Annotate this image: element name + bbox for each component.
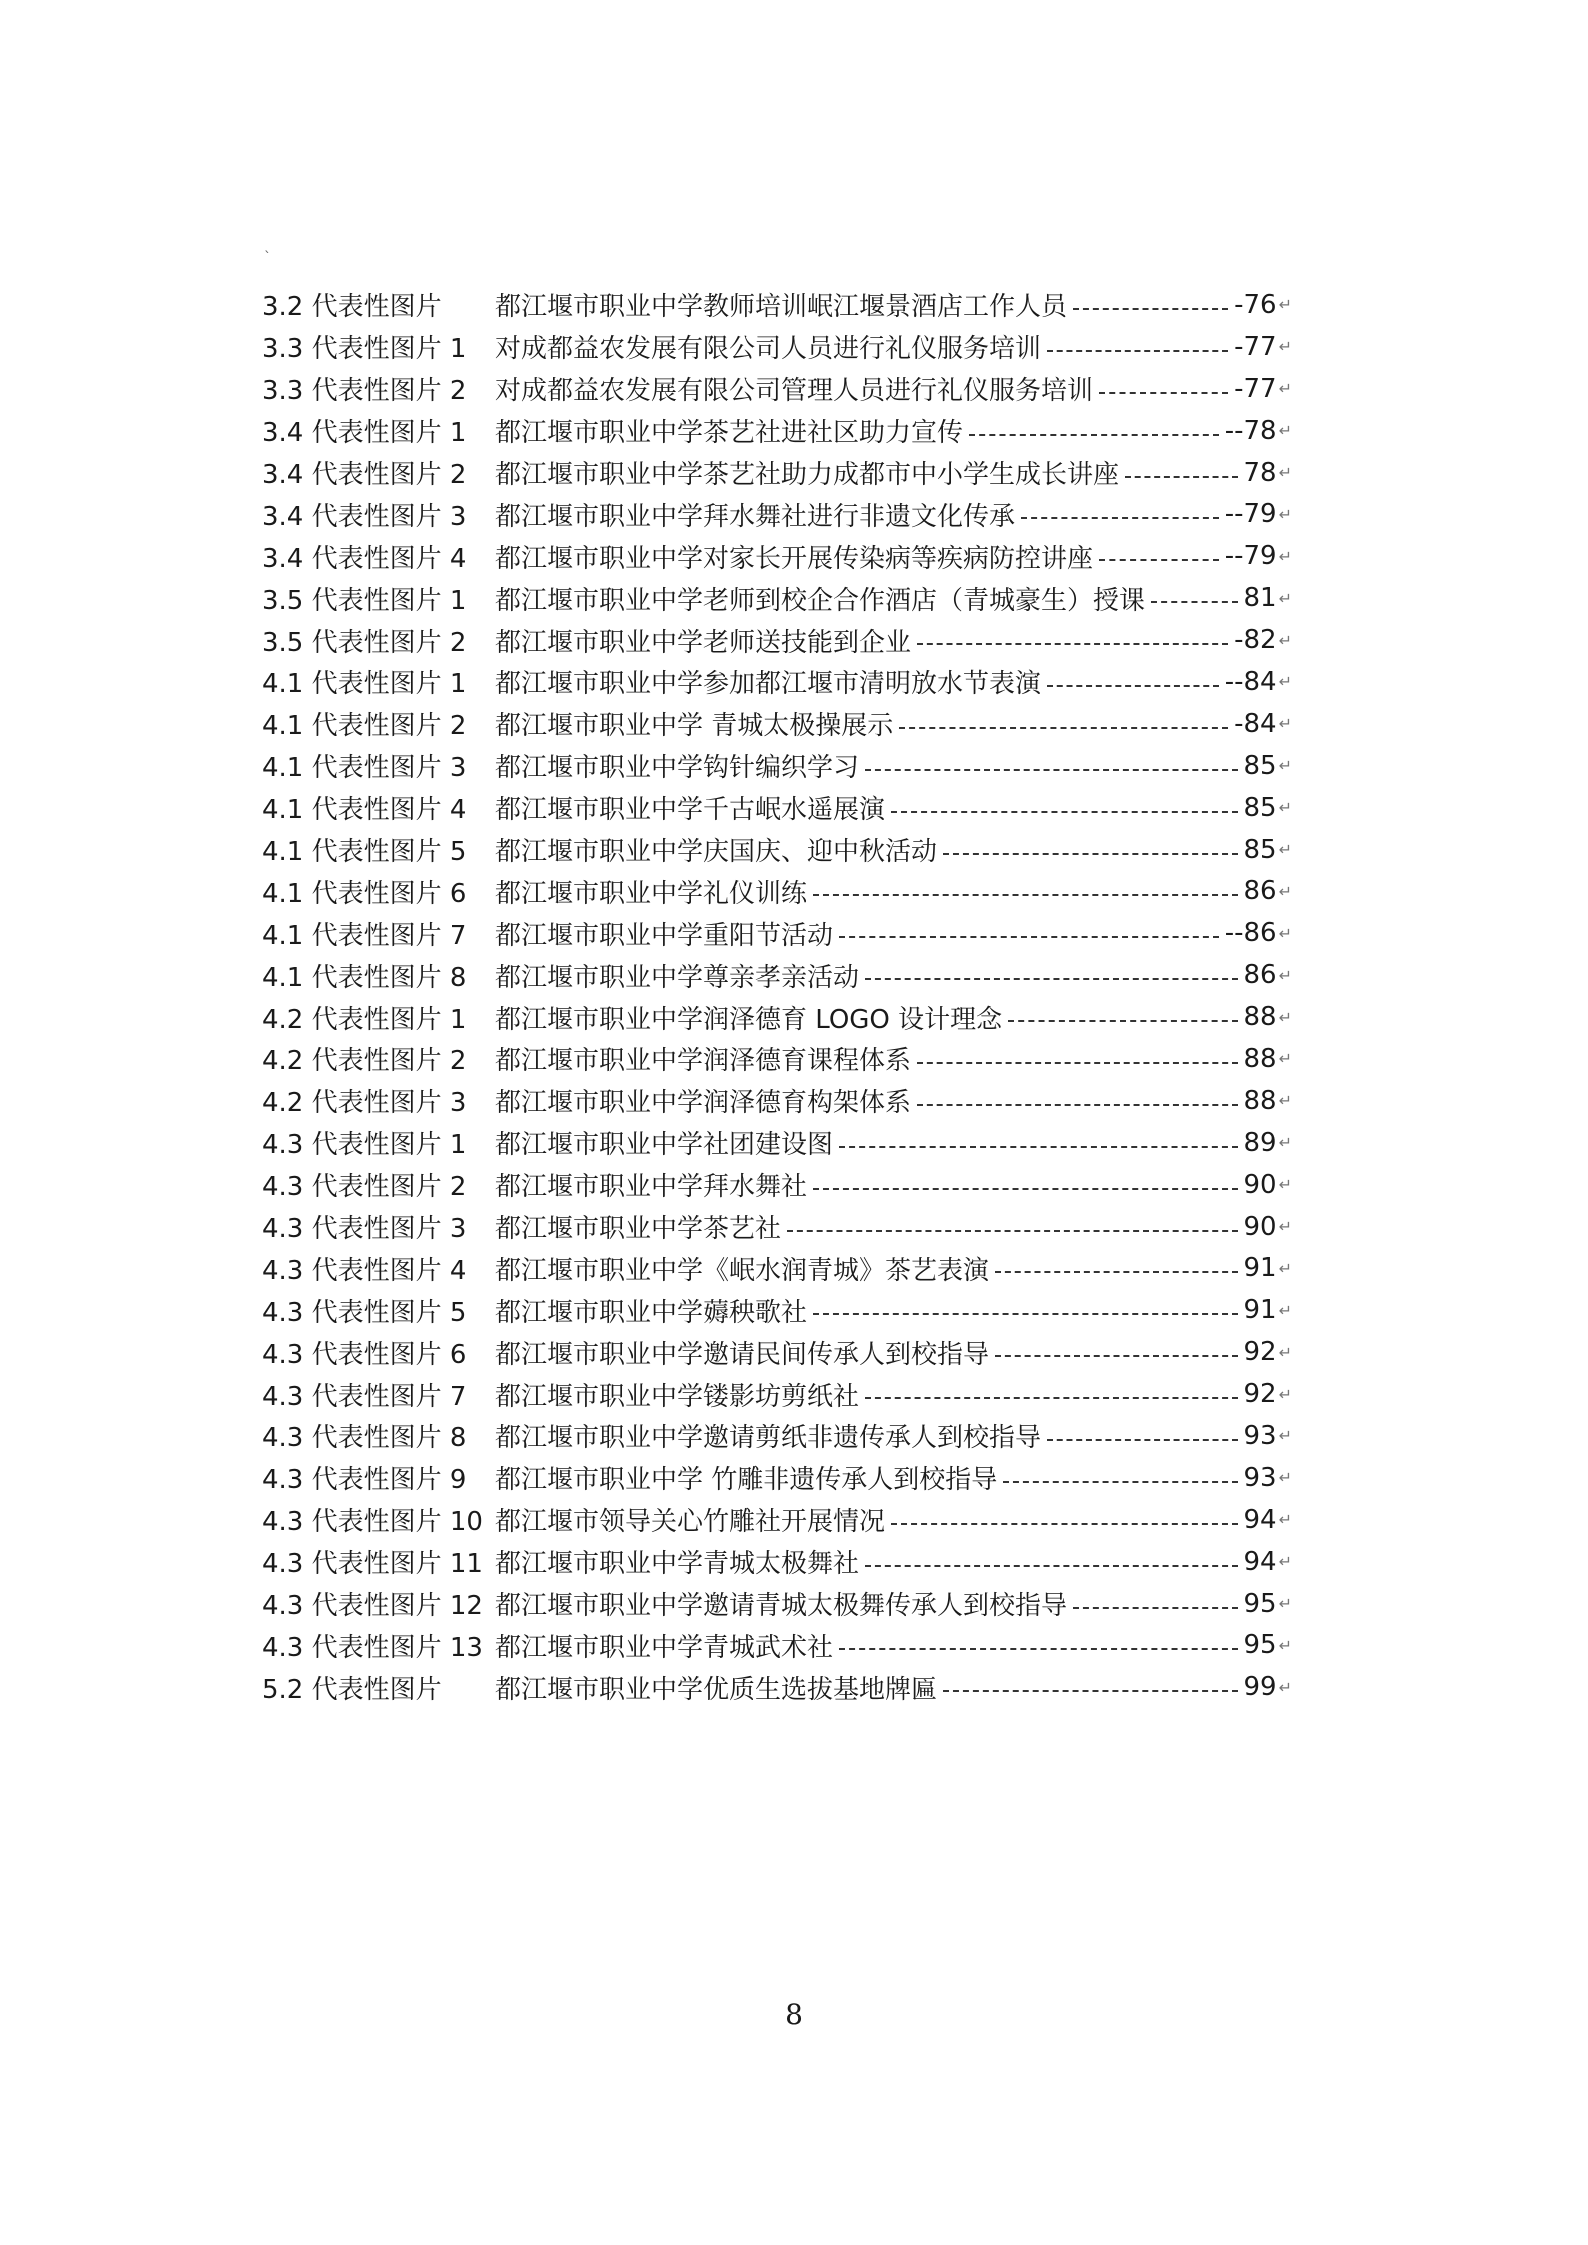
entry-title: 都江堰市职业中学青城太极舞社 bbox=[495, 1549, 860, 1580]
dot-leader bbox=[891, 811, 1237, 813]
entry-page: 93 bbox=[1243, 1462, 1277, 1493]
toc-entry bbox=[262, 1122, 1292, 1164]
dot-leader bbox=[865, 769, 1237, 771]
paragraph-mark: ↵ bbox=[1278, 1091, 1292, 1111]
entry-title: 都江堰市职业中学润泽德育 LOGO 设计理念 bbox=[495, 1004, 1003, 1035]
paragraph-mark: ↵ bbox=[1278, 546, 1292, 566]
paragraph-mark: ↵ bbox=[1278, 1300, 1292, 1320]
toc-entry bbox=[262, 326, 1292, 368]
entry-label: 3.4 代表性图片 1 bbox=[262, 418, 467, 449]
entry-label: 4.3 代表性图片 3 bbox=[262, 1214, 467, 1245]
entry-label: 4.3 代表性图片 5 bbox=[262, 1297, 467, 1328]
toc-entry bbox=[262, 1541, 1292, 1583]
entry-label: 3.3 代表性图片 2 bbox=[262, 376, 467, 407]
dot-leader bbox=[1099, 559, 1219, 561]
entry-title: 都江堰市职业中学薅秧歌社 bbox=[495, 1297, 808, 1328]
paragraph-mark: ↵ bbox=[1278, 504, 1292, 524]
entry-label: 4.3 代表性图片 6 bbox=[262, 1339, 467, 1370]
entry-page: --79 bbox=[1224, 541, 1277, 572]
entry-page: 85 bbox=[1243, 792, 1277, 823]
entry-page: 94 bbox=[1243, 1546, 1277, 1577]
toc-entry bbox=[262, 1164, 1292, 1206]
dot-leader bbox=[787, 1230, 1237, 1232]
dot-leader bbox=[995, 1271, 1237, 1273]
entry-title: 都江堰市职业中学钩针编织学习 bbox=[495, 753, 860, 784]
entry-label: 4.1 代表性图片 4 bbox=[262, 795, 467, 826]
paragraph-mark: ↵ bbox=[1278, 881, 1292, 901]
dot-leader bbox=[917, 643, 1228, 645]
paragraph-mark: ↵ bbox=[1278, 1552, 1292, 1572]
paragraph-mark: ↵ bbox=[1278, 1677, 1292, 1697]
paragraph-mark: ↵ bbox=[1278, 1635, 1292, 1655]
entry-label: 4.3 代表性图片 13 bbox=[262, 1632, 483, 1663]
entry-title: 都江堰市职业中学 青城太极操展示 bbox=[495, 711, 894, 742]
entry-title: 都江堰市领导关心竹雕社开展情况 bbox=[495, 1507, 886, 1538]
entry-label: 5.2 代表性图片 bbox=[262, 1674, 442, 1705]
entry-page: 95 bbox=[1243, 1630, 1277, 1661]
paragraph-mark: ↵ bbox=[1278, 1007, 1292, 1027]
entry-label: 4.1 代表性图片 7 bbox=[262, 920, 467, 951]
toc-entry bbox=[262, 1583, 1292, 1625]
dot-leader bbox=[839, 1648, 1237, 1650]
entry-title: 都江堰市职业中学参加都江堰市清明放水节表演 bbox=[495, 669, 1042, 700]
entry-page: -84 bbox=[1234, 708, 1277, 739]
page-number: 8 bbox=[785, 1998, 803, 2031]
entry-title: 对成都益农发展有限公司人员进行礼仪服务培训 bbox=[495, 334, 1042, 365]
dot-leader bbox=[1047, 1439, 1237, 1441]
entry-title: 都江堰市职业中学拜水舞社进行非遗文化传承 bbox=[495, 501, 1016, 532]
toc-entry bbox=[262, 1373, 1292, 1415]
toc-entry bbox=[262, 535, 1292, 577]
entry-label: 3.4 代表性图片 4 bbox=[262, 543, 467, 574]
entry-title: 都江堰市职业中学千古岷水遥展演 bbox=[495, 795, 886, 826]
toc-entry bbox=[262, 1457, 1292, 1499]
entry-label: 4.2 代表性图片 1 bbox=[262, 1004, 467, 1035]
entry-title: 都江堰市职业中学润泽德育课程体系 bbox=[495, 1046, 912, 1077]
entry-title: 都江堰市职业中学礼仪训练 bbox=[495, 878, 808, 909]
entry-page: -77 bbox=[1234, 373, 1277, 404]
paragraph-mark: ↵ bbox=[1278, 1510, 1292, 1530]
dot-leader bbox=[1008, 1020, 1237, 1022]
entry-page: 92 bbox=[1243, 1337, 1277, 1368]
entry-page: 91 bbox=[1243, 1295, 1277, 1326]
dot-leader bbox=[943, 1690, 1237, 1692]
entry-title: 都江堰市职业中学茶艺社 bbox=[495, 1214, 782, 1245]
toc-entry bbox=[262, 1247, 1292, 1289]
dot-leader bbox=[969, 434, 1219, 436]
figure-index-list bbox=[262, 284, 1292, 1708]
toc-entry bbox=[262, 1625, 1292, 1667]
paragraph-mark: ↵ bbox=[1278, 965, 1292, 985]
dot-leader bbox=[917, 1104, 1237, 1106]
entry-label: 4.3 代表性图片 4 bbox=[262, 1255, 467, 1286]
dot-leader bbox=[839, 936, 1219, 938]
entry-page: -77 bbox=[1234, 331, 1277, 362]
paragraph-mark: ↵ bbox=[1278, 1468, 1292, 1488]
entry-label: 4.1 代表性图片 8 bbox=[262, 962, 467, 993]
dot-leader bbox=[1003, 1481, 1237, 1483]
paragraph-mark: ↵ bbox=[1278, 337, 1292, 357]
entry-label: 4.1 代表性图片 5 bbox=[262, 837, 467, 868]
entry-label: 4.1 代表性图片 2 bbox=[262, 711, 467, 742]
entry-label: 4.3 代表性图片 11 bbox=[262, 1549, 483, 1580]
entry-title: 都江堰市职业中学社团建设图 bbox=[495, 1130, 834, 1161]
entry-label: 3.4 代表性图片 2 bbox=[262, 460, 467, 490]
dot-leader bbox=[917, 1062, 1237, 1064]
paragraph-mark: ↵ bbox=[1278, 1426, 1292, 1446]
toc-entry bbox=[262, 452, 1292, 494]
dot-leader bbox=[813, 894, 1237, 896]
paragraph-mark: ↵ bbox=[1278, 714, 1292, 734]
dot-leader bbox=[813, 1188, 1237, 1190]
dot-leader bbox=[1047, 685, 1219, 687]
toc-entry bbox=[262, 1331, 1292, 1373]
toc-entry bbox=[262, 1080, 1292, 1122]
dot-leader bbox=[865, 1565, 1237, 1567]
dot-leader bbox=[839, 1146, 1237, 1148]
entry-page: 89 bbox=[1243, 1127, 1277, 1158]
toc-entry bbox=[262, 954, 1292, 996]
paragraph-mark: ↵ bbox=[1278, 421, 1292, 441]
dot-leader bbox=[1125, 476, 1237, 478]
entry-title: 都江堰市职业中学重阳节活动 bbox=[495, 920, 834, 951]
entry-title: 都江堰市职业中学尊亲孝亲活动 bbox=[495, 962, 860, 993]
toc-entry bbox=[262, 577, 1292, 619]
entry-title: 都江堰市职业中学润泽德育构架体系 bbox=[495, 1088, 912, 1119]
paragraph-mark: ↵ bbox=[1278, 1133, 1292, 1153]
toc-entry bbox=[262, 1206, 1292, 1248]
dot-leader bbox=[1073, 1607, 1237, 1609]
paragraph-mark: ↵ bbox=[1278, 588, 1292, 608]
paragraph-mark: ↵ bbox=[1278, 1258, 1292, 1278]
dot-leader bbox=[1047, 350, 1228, 352]
toc-entry bbox=[262, 410, 1292, 452]
paragraph-mark: ↵ bbox=[1278, 379, 1292, 399]
dot-leader bbox=[865, 1397, 1237, 1399]
entry-label: 4.1 代表性图片 3 bbox=[262, 753, 467, 784]
entry-label: 4.3 代表性图片 1 bbox=[262, 1130, 467, 1161]
paragraph-mark: ↵ bbox=[1278, 630, 1292, 650]
toc-entry bbox=[262, 870, 1292, 912]
paragraph-mark: ↵ bbox=[1278, 756, 1292, 776]
dot-leader bbox=[899, 727, 1228, 729]
dot-leader bbox=[1099, 392, 1228, 394]
stray-mark: ` bbox=[264, 250, 271, 266]
entry-title: 对成都益农发展有限公司管理人员进行礼仪服务培训 bbox=[495, 376, 1094, 407]
entry-label: 4.3 代表性图片 7 bbox=[262, 1381, 467, 1412]
paragraph-mark: ↵ bbox=[1278, 1384, 1292, 1404]
entry-page: 88 bbox=[1243, 1002, 1277, 1033]
entry-page: 86 bbox=[1243, 960, 1277, 991]
entry-label: 4.3 代表性图片 9 bbox=[262, 1465, 467, 1496]
toc-entry bbox=[262, 703, 1292, 745]
toc-entry bbox=[262, 368, 1292, 410]
entry-page: 78 bbox=[1243, 457, 1277, 488]
toc-entry bbox=[262, 661, 1292, 703]
dot-leader bbox=[995, 1355, 1237, 1357]
paragraph-mark: ↵ bbox=[1278, 1594, 1292, 1614]
paragraph-mark: ↵ bbox=[1278, 1217, 1292, 1237]
toc-entry bbox=[262, 787, 1292, 829]
toc-entry bbox=[262, 493, 1292, 535]
toc-entry bbox=[262, 1289, 1292, 1331]
paragraph-mark: ↵ bbox=[1278, 1175, 1292, 1195]
entry-title: 都江堰市职业中学庆国庆、迎中秋活动 bbox=[495, 837, 938, 868]
entry-title: 都江堰市职业中学茶艺社助力成都市中小学生成长讲座 bbox=[495, 460, 1120, 490]
entry-title: 都江堰市职业中学优质生选拔基地牌匾 bbox=[495, 1674, 938, 1705]
entry-page: 99 bbox=[1243, 1672, 1277, 1703]
entry-page: 91 bbox=[1243, 1253, 1277, 1284]
entry-title: 都江堰市职业中学教师培训岷江堰景酒店工作人员 bbox=[495, 292, 1068, 323]
paragraph-mark: ↵ bbox=[1278, 840, 1292, 860]
entry-label: 3.4 代表性图片 3 bbox=[262, 501, 467, 532]
entry-label: 4.3 代表性图片 8 bbox=[262, 1423, 467, 1454]
dot-leader bbox=[1151, 601, 1237, 603]
entry-title: 都江堰市职业中学拜水舞社 bbox=[495, 1172, 808, 1203]
toc-entry bbox=[262, 1415, 1292, 1457]
entry-page: --78 bbox=[1224, 415, 1277, 446]
entry-page: 86 bbox=[1243, 876, 1277, 907]
dot-leader bbox=[891, 1523, 1237, 1525]
entry-page: --86 bbox=[1224, 918, 1277, 949]
entry-page: 85 bbox=[1243, 834, 1277, 865]
entry-page: 85 bbox=[1243, 750, 1277, 781]
toc-entry bbox=[262, 619, 1292, 661]
paragraph-mark: ↵ bbox=[1278, 798, 1292, 818]
entry-page: -76 bbox=[1234, 289, 1277, 320]
entry-page: --84 bbox=[1224, 666, 1277, 697]
entry-title: 都江堰市职业中学《岷水润青城》茶艺表演 bbox=[495, 1255, 990, 1286]
entry-title: 都江堰市职业中学老师到校企合作酒店（青城豪生）授课 bbox=[495, 585, 1146, 616]
entry-title: 都江堰市职业中学邀请民间传承人到校指导 bbox=[495, 1339, 990, 1370]
entry-label: 4.1 代表性图片 6 bbox=[262, 878, 467, 909]
entry-title: 都江堰市职业中学老师送技能到企业 bbox=[495, 627, 912, 658]
entry-page: 92 bbox=[1243, 1379, 1277, 1410]
dot-leader bbox=[943, 853, 1237, 855]
toc-entry bbox=[262, 284, 1292, 326]
entry-page: 88 bbox=[1243, 1043, 1277, 1074]
entry-label: 4.3 代表性图片 12 bbox=[262, 1591, 483, 1622]
toc-entry bbox=[262, 1666, 1292, 1708]
toc-entry bbox=[262, 1499, 1292, 1541]
toc-entry bbox=[262, 745, 1292, 787]
toc-entry bbox=[262, 1038, 1292, 1080]
entry-label: 3.3 代表性图片 1 bbox=[262, 334, 467, 365]
entry-title: 都江堰市职业中学对家长开展传染病等疾病防控讲座 bbox=[495, 543, 1094, 574]
paragraph-mark: ↵ bbox=[1278, 295, 1292, 315]
paragraph-mark: ↵ bbox=[1278, 463, 1292, 482]
entry-page: 94 bbox=[1243, 1504, 1277, 1535]
entry-page: 81 bbox=[1243, 583, 1277, 614]
entry-title: 都江堰市职业中学镂影坊剪纸社 bbox=[495, 1381, 860, 1412]
entry-page: 90 bbox=[1243, 1169, 1277, 1200]
dot-leader bbox=[1073, 308, 1228, 310]
entry-page: 88 bbox=[1243, 1085, 1277, 1116]
entry-label: 3.2 代表性图片 bbox=[262, 292, 442, 323]
entry-page: 90 bbox=[1243, 1211, 1277, 1242]
entry-title: 都江堰市职业中学茶艺社进社区助力宣传 bbox=[495, 418, 964, 449]
entry-title: 都江堰市职业中学邀请青城太极舞传承人到校指导 bbox=[495, 1591, 1068, 1622]
entry-label: 4.2 代表性图片 2 bbox=[262, 1046, 467, 1077]
paragraph-mark: ↵ bbox=[1278, 1342, 1292, 1362]
dot-leader bbox=[1021, 517, 1219, 519]
paragraph-mark: ↵ bbox=[1278, 923, 1292, 943]
toc-entry bbox=[262, 912, 1292, 954]
entry-title: 都江堰市职业中学邀请剪纸非遗传承人到校指导 bbox=[495, 1423, 1042, 1454]
entry-label: 4.1 代表性图片 1 bbox=[262, 669, 467, 700]
entry-title: 都江堰市职业中学 竹雕非遗传承人到校指导 bbox=[495, 1465, 998, 1496]
toc-entry bbox=[262, 829, 1292, 871]
entry-page: --79 bbox=[1224, 499, 1277, 530]
paragraph-mark: ↵ bbox=[1278, 672, 1292, 692]
entry-title: 都江堰市职业中学青城武术社 bbox=[495, 1632, 834, 1663]
dot-leader bbox=[865, 978, 1237, 980]
entry-page: 95 bbox=[1243, 1588, 1277, 1619]
dot-leader bbox=[813, 1313, 1237, 1315]
entry-label: 3.5 代表性图片 1 bbox=[262, 585, 467, 616]
entry-label: 4.3 代表性图片 2 bbox=[262, 1172, 467, 1203]
entry-label: 4.2 代表性图片 3 bbox=[262, 1088, 467, 1119]
paragraph-mark: ↵ bbox=[1278, 1049, 1292, 1069]
entry-label: 4.3 代表性图片 10 bbox=[262, 1507, 483, 1538]
toc-entry bbox=[262, 996, 1292, 1038]
entry-label: 3.5 代表性图片 2 bbox=[262, 627, 467, 658]
entry-page: -82 bbox=[1234, 625, 1277, 656]
entry-page: 93 bbox=[1243, 1420, 1277, 1451]
